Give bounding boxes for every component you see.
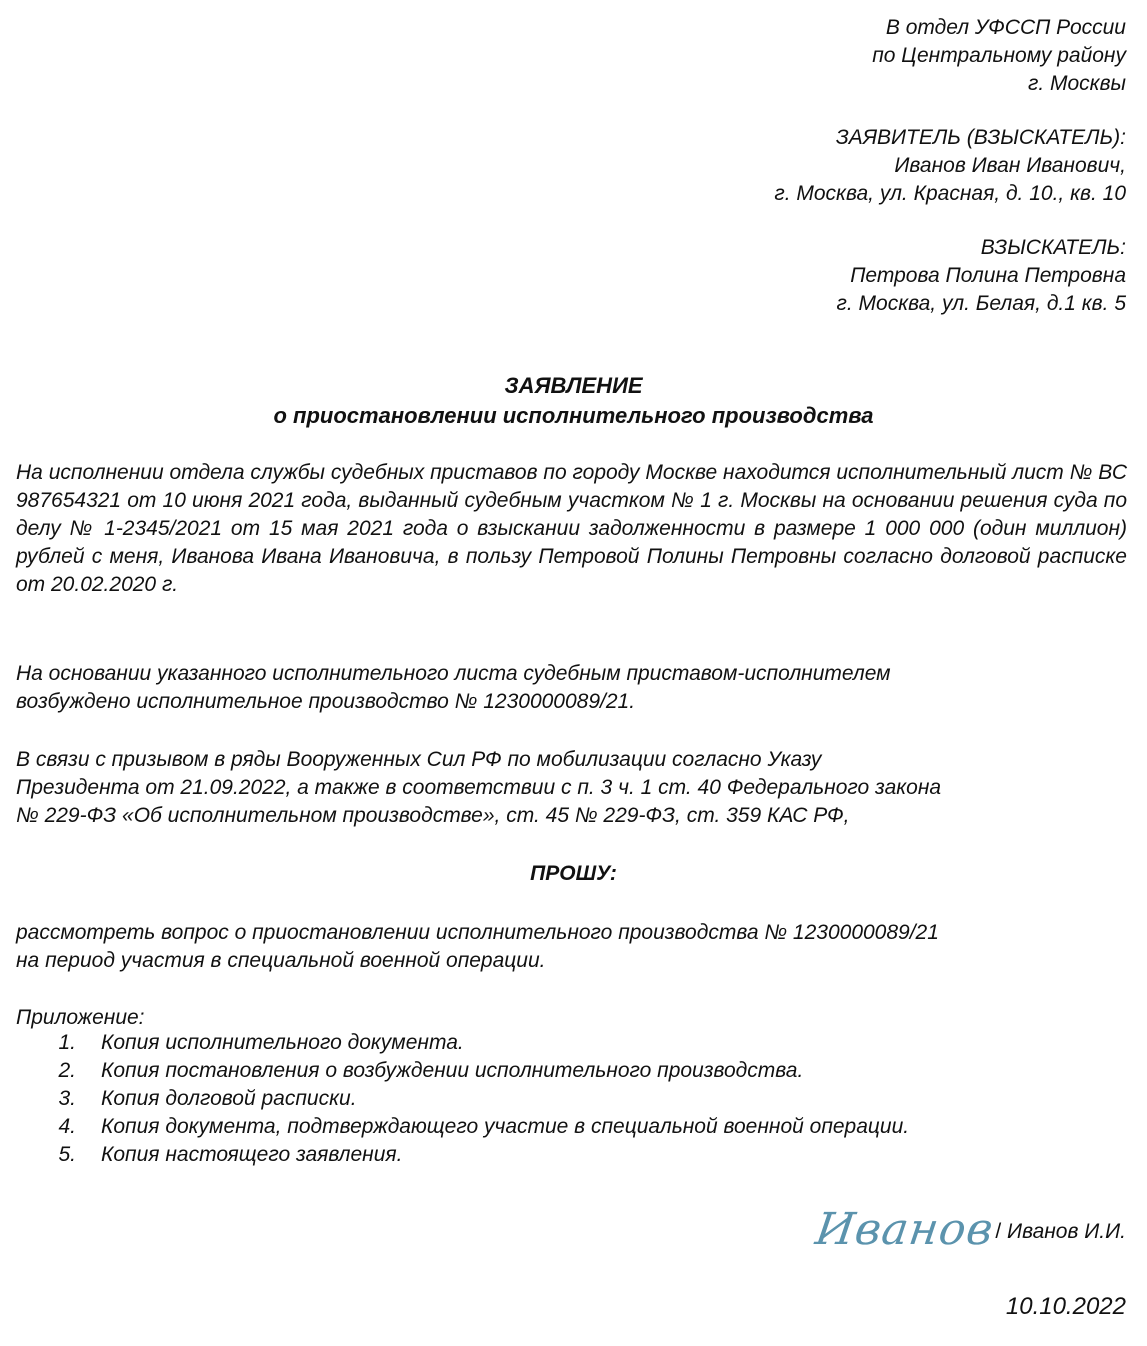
paragraph-line: Президента от 21.09.2022, а также в соответствии с п. 3 ч. 1 ст. 40 Федерального закона <box>16 776 942 799</box>
recipient-line: В отдел УФССП России <box>885 16 1126 39</box>
paragraph-grounds <box>16 746 1127 830</box>
list-item <box>16 1057 909 1085</box>
applicant-block <box>774 124 1126 208</box>
paragraph-line: № 229-ФЗ «Об исполнительном производстве», ст. 45 № 229-ФЗ, ст. 359 КАС РФ, <box>16 804 850 827</box>
list-item-text: Копия настоящего заявления. <box>101 1143 403 1166</box>
claimant-block <box>774 234 1126 318</box>
list-item-number: 1. <box>58 1031 76 1054</box>
list-item-text: Копия исполнительного документа. <box>101 1031 464 1054</box>
claimant-address: г. Москва, ул. Белая, д.1 кв. 5 <box>836 292 1126 315</box>
paragraph-request <box>16 919 1127 975</box>
applicant-address: г. Москва, ул. Красная, д. 10., кв. 10 <box>774 182 1126 205</box>
title-subtitle: о приостановлении исполнительного производства <box>273 403 874 428</box>
applicant-name: Иванов Иван Иванович, <box>894 154 1126 177</box>
recipient-line: г. Москвы <box>1027 72 1126 95</box>
document-title <box>0 371 1147 431</box>
recipient-line: по Центральному району <box>872 44 1126 67</box>
list-item-text: Копия постановления о возбуждении исполнительного производства. <box>101 1059 804 1082</box>
handwritten-signature: Иванов <box>812 1204 998 1255</box>
paragraph-line: рассмотреть вопрос о приостановлении исполнительного производства № 1230000089/21 <box>16 921 939 944</box>
paragraph-line: на период участия в специальной военной операции. <box>16 949 546 972</box>
signature-row <box>812 1195 1126 1255</box>
list-item-number: 3. <box>58 1087 76 1110</box>
list-item-text: Копия долговой расписки. <box>101 1087 357 1110</box>
paragraph-writ-details: На исполнении отдела службы судебных приставов по городу Москве находится исполнительный лист № ВС 987654321 от 10 июня 2021 года, выданный судебным участком № 1 г. Москвы на основании решения суда по делу № 1-2345/2021 от 15 мая 2021 года о взыскании задолженности в размере 1 000 000 (один миллион) рублей с меня, Иванова Ивана Ивановича, в пользу Петровой Полины Петровны согласно долговой расписке от 20.02.2020 г. <box>16 461 1127 596</box>
signatory-name <box>995 1218 1126 1255</box>
request-heading: ПРОШУ: <box>530 862 617 885</box>
attachments-list <box>16 1029 909 1169</box>
list-item <box>16 1113 909 1141</box>
attachments-label: Приложение: <box>16 1006 145 1029</box>
paragraph-line: В связи с призывом в ряды Вооруженных Сил РФ по мобилизации согласно Указу <box>16 748 822 771</box>
title-main: ЗАЯВЛЕНИЕ <box>504 373 643 398</box>
list-item <box>16 1029 909 1057</box>
applicant-label: ЗАЯВИТЕЛЬ (ВЗЫСКАТЕЛЬ): <box>835 126 1126 149</box>
list-item-number: 2. <box>58 1059 76 1082</box>
paragraph-line: На основании указанного исполнительного листа судебным приставом-исполнителем <box>16 662 891 685</box>
signatory-name-text: Иванов И.И. <box>1007 1220 1126 1243</box>
claimant-name: Петрова Полина Петровна <box>850 264 1126 287</box>
list-item <box>16 1085 909 1113</box>
document-header <box>774 14 1126 344</box>
paragraph-proceedings <box>16 660 1127 716</box>
list-item <box>16 1141 909 1169</box>
recipient-block <box>774 14 1126 98</box>
list-item-text: Копия документа, подтверждающего участие в специальной военной операции. <box>101 1115 910 1138</box>
list-item-number: 4. <box>58 1115 76 1138</box>
document-date: 10.10.2022 <box>1005 1293 1126 1320</box>
paragraph-line: возбуждено исполнительное производство № 1230000089/21. <box>16 690 636 713</box>
claimant-label: ВЗЫСКАТЕЛЬ: <box>980 236 1126 259</box>
list-item-number: 5. <box>58 1143 76 1166</box>
signature-separator: / <box>995 1220 1002 1243</box>
